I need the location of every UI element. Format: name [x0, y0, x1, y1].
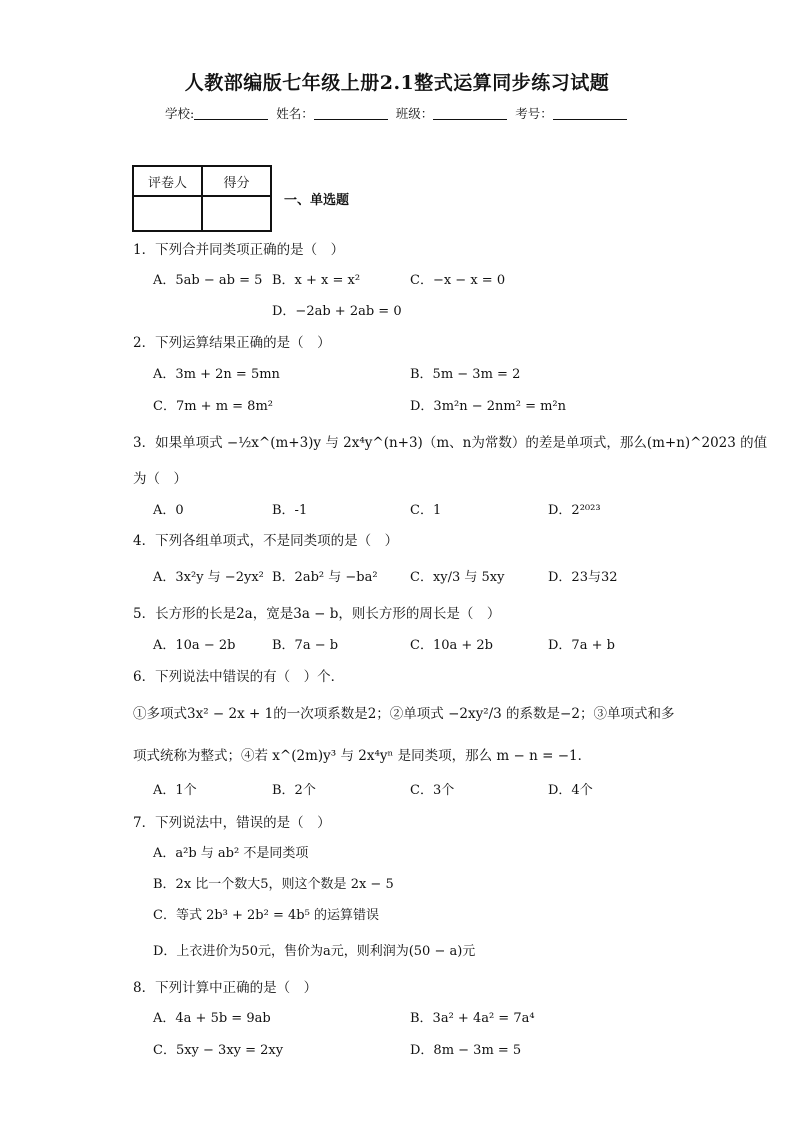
q2-option-d[interactable]: D．3m²n − 2nm² = m²n	[410, 399, 567, 414]
q5-option-b[interactable]: B．7a − b	[272, 638, 339, 653]
question-8-stem: 8．下列计算中正确的是（ ）	[133, 980, 318, 996]
q5-option-d[interactable]: D．7a + b	[548, 638, 615, 653]
name-field[interactable]	[314, 107, 388, 120]
q6-option-a[interactable]: A．1个	[153, 783, 197, 798]
q3-option-d[interactable]: D．2²⁰²³	[548, 503, 601, 518]
q6-option-b[interactable]: B．2个	[272, 783, 316, 798]
q8-option-d[interactable]: D．8m − 3m = 5	[410, 1043, 522, 1058]
q3-option-b[interactable]: B．-1	[272, 503, 308, 518]
question-7-stem: 7．下列说法中，错误的是（ ）	[133, 815, 331, 831]
page-title: 人教部编版七年级上册2.1整式运算同步练习试题	[184, 72, 610, 94]
q4-option-a[interactable]: A．3x²y 与 −2yx²	[153, 570, 264, 585]
q1-option-b[interactable]: B．x + x = x²	[272, 273, 361, 288]
q8-option-b[interactable]: B．3a² + 4a² = 7a⁴	[410, 1011, 535, 1026]
q3-option-a[interactable]: A．0	[153, 503, 184, 518]
question-3-stem: 3．如果单项式 −½x^(m+3)y 与 2x⁴y^(n+3)（m、n为常数）的差是单项式，那么(m+n)^2023 的值	[133, 435, 768, 451]
score-cell[interactable]	[202, 196, 271, 231]
school-field[interactable]	[194, 107, 268, 120]
question-2-stem: 2．下列运算结果正确的是（ ）	[133, 335, 331, 351]
question-4-stem: 4．下列各组单项式，不是同类项的是（ ）	[133, 533, 399, 549]
score-header: 得分	[202, 166, 271, 196]
q4-option-c[interactable]: C．xy/3 与 5xy	[410, 570, 505, 585]
q1-option-c[interactable]: C．−x − x = 0	[410, 273, 506, 288]
grader-cell[interactable]	[133, 196, 202, 231]
q8-option-a[interactable]: A．4a + 5b = 9ab	[153, 1011, 271, 1026]
q8-option-c[interactable]: C．5xy − 3xy = 2xy	[153, 1043, 284, 1058]
class-field[interactable]	[433, 107, 507, 120]
question-3-stem-cont: 为（ ）	[133, 471, 187, 487]
q7-option-b[interactable]: B．2x 比一个数大5，则这个数是 2x − 5	[153, 877, 394, 892]
question-6-line2: ①多项式3x² − 2x + 1的一次项系数是2；②单项式 −2xy²/3 的系数是−2；③单项式和多	[133, 706, 675, 722]
number-field[interactable]	[553, 107, 627, 120]
q3-option-c[interactable]: C．1	[410, 503, 442, 518]
q6-option-d[interactable]: D．4个	[548, 783, 593, 798]
q7-option-d[interactable]: D．上衣进价为50元，售价为a元，则利润为(50 − a)元	[153, 944, 476, 959]
class-label: 班级：	[395, 106, 434, 121]
q2-option-c[interactable]: C．7m + m = 8m²	[153, 399, 273, 414]
q2-option-a[interactable]: A．3m + 2n = 5mn	[153, 367, 280, 382]
q5-option-c[interactable]: C．10a + 2b	[410, 638, 493, 653]
score-table	[132, 165, 272, 232]
q7-option-c[interactable]: C．等式 2b³ + 2b² = 4b⁵ 的运算错误	[153, 908, 379, 923]
grader-header: 评卷人	[133, 166, 202, 196]
student-info-line	[165, 104, 631, 122]
q7-option-a[interactable]: A．a²b 与 ab² 不是同类项	[153, 846, 309, 861]
q1-option-d[interactable]: D．−2ab + 2ab = 0	[272, 304, 402, 319]
q2-option-b[interactable]: B．5m − 3m = 2	[410, 367, 521, 382]
q6-option-c[interactable]: C．3个	[410, 783, 455, 798]
q1-option-a[interactable]: A．5ab − ab = 5	[153, 273, 263, 288]
school-label: 学校:	[165, 106, 195, 121]
q5-option-a[interactable]: A．10a − 2b	[153, 638, 236, 653]
q4-option-b[interactable]: B．2ab² 与 −ba²	[272, 570, 378, 585]
question-1-stem: 1．下列合并同类项正确的是（ ）	[133, 242, 345, 258]
section-heading: 一、单选题	[284, 193, 350, 208]
question-5-stem: 5．长方形的长是2a，宽是3a − b，则长方形的周长是（ ）	[133, 606, 501, 622]
name-label: 姓名：	[276, 106, 314, 121]
question-6-stem: 6．下列说法中错误的有（ ）个．	[133, 669, 345, 685]
q4-option-d[interactable]: D．23与32	[548, 570, 618, 585]
number-label: 考号：	[515, 106, 553, 121]
question-6-line3: 项式统称为整式；④若 x^(2m)y³ 与 2x⁴yⁿ 是同类项，那么 m − n = −1．	[133, 748, 592, 764]
